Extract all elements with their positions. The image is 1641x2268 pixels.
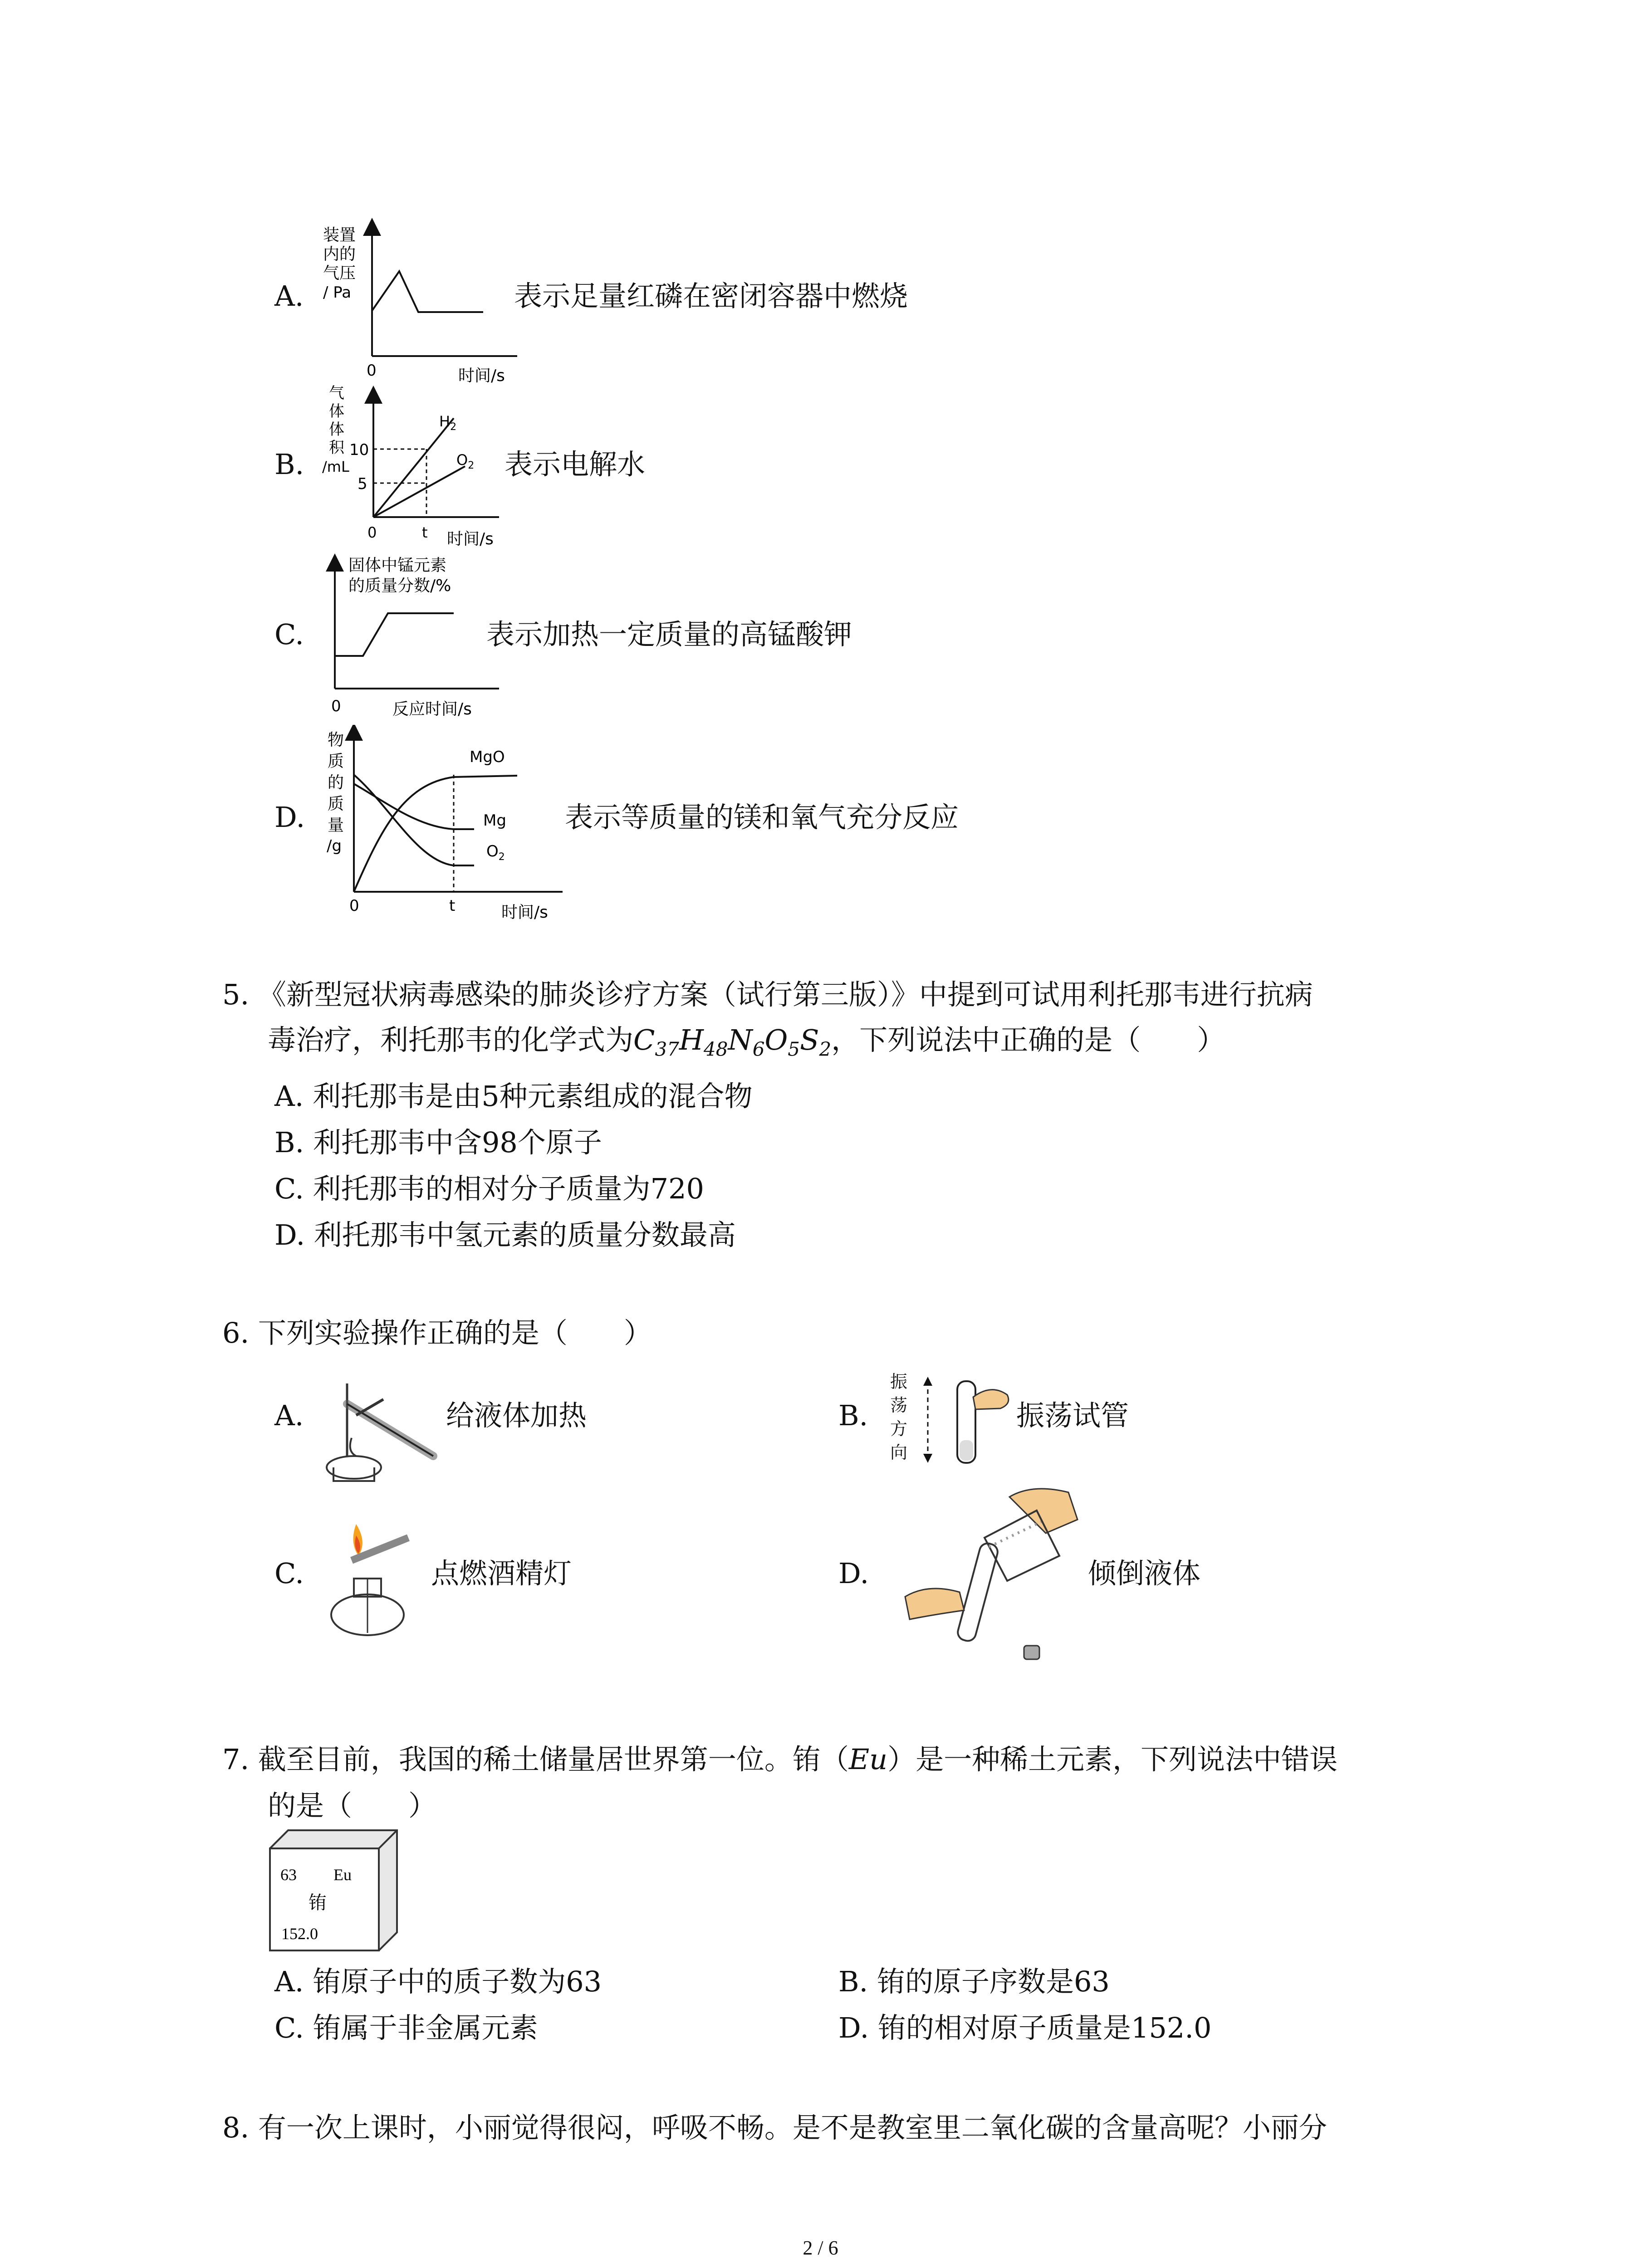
q7-option-d: D. 铕的相对原子质量是152.0: [838, 2011, 1212, 2044]
graph-a-ylabel-4: / Pa: [323, 284, 352, 302]
q6-stem: 6. 下列实验操作正确的是（ ）: [222, 1316, 652, 1349]
graph-a-curve: [372, 271, 483, 312]
q6-option-b-desc: 振荡试管: [1016, 1399, 1129, 1432]
graph-b-ylabel-3: 体: [329, 420, 344, 439]
q4-option-a-desc: 表示足量红磷在密闭容器中燃烧: [514, 279, 908, 313]
graph-d-mg-label: Mg: [483, 811, 506, 830]
graph-d-ylabel-2: 质: [328, 752, 344, 771]
graph-d-mgo-curve: [354, 776, 517, 892]
graph-a-ylabel-1: 装置: [323, 226, 356, 244]
q7-option-b: B. 铕的原子序数是63: [838, 1965, 1110, 1998]
q6-option-a-label: A.: [274, 1399, 304, 1432]
q4-option-d-desc: 表示等质量的镁和氧气充分反应: [565, 801, 959, 834]
graph-b-ylabel-1: 气: [329, 384, 344, 402]
graph-b-o2-label: $O_2$: [456, 451, 475, 471]
q7-element-cell: [268, 1828, 399, 1955]
graph-b-origin: 0: [367, 524, 377, 541]
q4-graph-b: [318, 381, 508, 558]
graph-d-xlabel: 时间/s: [501, 903, 548, 922]
q7-option-c: C. 铕属于非金属元素: [274, 2011, 538, 2044]
q5-option-c: C. 利托那韦的相对分子质量为720: [274, 1172, 704, 1205]
graph-b-ylabel-2: 体: [329, 402, 344, 420]
q6-option-d-label: D.: [838, 1557, 869, 1590]
q5-formula: $C_{37}H_{48}N_6O_5S_2$: [633, 1023, 832, 1061]
page-number: 2 / 6: [803, 2237, 838, 2259]
q6-image-b-shaking-tube: [916, 1372, 1021, 1472]
q7-option-a: A. 铕原子中的质子数为63: [274, 1965, 602, 1998]
q6-option-c-label: C.: [274, 1557, 304, 1590]
graph-b-tick-5: 5: [358, 475, 367, 493]
q7-stem-line1: 7. 截至目前，我国的稀土储量居世界第一位。铕（Eu）是一种稀土元素，下列说法中错误: [222, 1743, 1338, 1776]
graph-c-xlabel: 反应时间/s: [392, 700, 472, 719]
cell-symbol: Eu: [333, 1866, 352, 1884]
q4-option-b-desc: 表示电解水: [505, 448, 646, 481]
graph-b-xlabel: 时间/s: [447, 530, 494, 548]
graph-a-ylabel-2: 内的: [323, 245, 356, 264]
q4-graph-a: [318, 218, 526, 386]
q6-image-c-lighting-lamp: [318, 1510, 436, 1647]
q4-graph-d: [318, 725, 572, 924]
graph-b-h2-label: $H_2$: [439, 413, 457, 433]
graph-c-ylabel-1: 固体中锰元素: [348, 556, 447, 575]
q4-option-d-label: D.: [274, 801, 305, 834]
graph-b-ylabel-4: 积: [329, 439, 344, 457]
graph-b-t: t: [422, 524, 428, 541]
q4-option-c-desc: 表示加热一定质量的高锰酸钾: [486, 618, 852, 651]
graph-b-o2-line: [373, 466, 465, 517]
q6-option-c-desc: 点燃酒精灯: [431, 1557, 572, 1590]
q4-option-a-label: A.: [274, 279, 304, 313]
q5-stem-line1: 5. 《新型冠状病毒感染的肺炎诊疗方案（试行第三版）》中提到可试用利托那韦进行抗病: [222, 978, 1313, 1011]
graph-d-t: t: [449, 897, 456, 915]
graph-d-ylabel-1: 物: [328, 731, 344, 749]
graph-d-mg-curve: [354, 784, 474, 829]
q6-option-d-desc: 倾倒液体: [1088, 1557, 1201, 1590]
q5-option-b: B. 利托那韦中含98个原子: [274, 1126, 602, 1159]
graph-a-origin: 0: [367, 362, 377, 380]
q6-image-a-heating-liquid: [315, 1365, 447, 1488]
graph-d-o2-label: $O_2$: [486, 842, 505, 863]
q5-stem-line2: 毒治疗，利托那韦的化学式为$C_{37}H_{48}N_6O_5S_2$，下列说法中正确的是（ ）: [268, 1023, 1225, 1061]
graph-b-ylabel-5: /mL: [322, 458, 349, 475]
graph-c-origin: 0: [331, 697, 341, 715]
graph-c-curve: [335, 613, 454, 656]
q6-image-b-arrow-text: 振 荡 方 向: [890, 1372, 908, 1462]
q5-option-a: A. 利托那韦是由5种元素组成的混合物: [274, 1080, 753, 1113]
q5-option-d: D. 利托那韦中氢元素的质量分数最高: [274, 1218, 736, 1251]
graph-d-ylabel-4: 质: [328, 795, 344, 813]
cell-atomic-number: 63: [280, 1866, 297, 1884]
q4-option-b-label: B.: [274, 448, 304, 481]
graph-c-ylabel-2: 的质量分数/%: [348, 577, 451, 595]
q4-graph-c: [318, 552, 508, 725]
q6-option-b-label: B.: [838, 1399, 868, 1432]
graph-d-ylabel-5: 量: [328, 816, 344, 835]
q7-stem-line2: 的是（ ）: [268, 1789, 437, 1822]
graph-d-mgo-label: MgO: [470, 748, 505, 766]
graph-d-origin: 0: [349, 897, 359, 915]
graph-d-ylabel-3: 的: [328, 773, 344, 792]
q6-option-a-desc: 给液体加热: [446, 1399, 587, 1432]
graph-d-ylabel-6: /g: [327, 837, 342, 855]
graph-b-tick-10: 10: [349, 441, 369, 459]
graph-a-xlabel: 时间/s: [458, 367, 505, 385]
cell-mass: 152.0: [281, 1925, 318, 1943]
graph-a-ylabel-3: 气压: [323, 264, 356, 283]
q6-image-d-pouring-liquid: [896, 1479, 1091, 1678]
q8-stem-line1: 8. 有一次上课时，小丽觉得很闷，呼吸不畅。是不是教室里二氧化碳的含量高呢？小丽分: [222, 2111, 1327, 2144]
q4-option-c-label: C.: [274, 618, 304, 651]
cell-name: 铕: [309, 1892, 327, 1913]
